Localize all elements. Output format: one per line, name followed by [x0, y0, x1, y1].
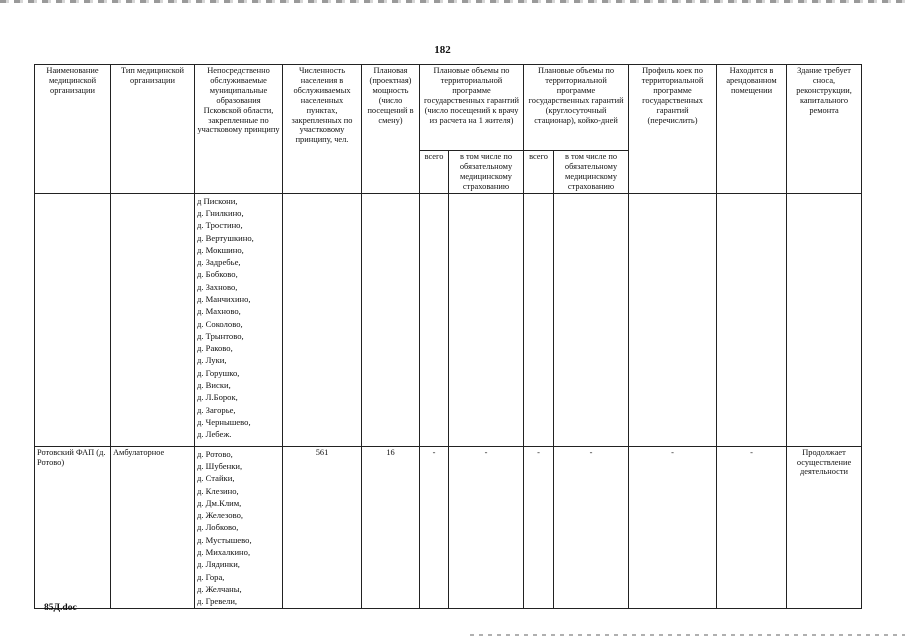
locality-item: д. Загорье, — [197, 404, 236, 415]
locality-item: д. Тростино, — [197, 220, 243, 231]
footer-filename: 85Д.doc — [44, 603, 77, 613]
cell-beds-profile: - — [629, 446, 717, 609]
locality-item: д. Виски, — [197, 380, 231, 391]
col-header-inpatient-volumes: Плановые объемы по территориальной программе государственных гарантий (круглосуточный стационар), койко-дней — [524, 65, 629, 151]
cell-inpatient-oms: - — [554, 446, 629, 609]
cell-outpatient-oms — [449, 193, 524, 446]
locality-item: д. Вертушкино, — [197, 232, 254, 243]
locality-item: д. Дм.Клим, — [197, 497, 242, 508]
cell-building-status: Продолжает осуществление деятельности — [787, 446, 862, 609]
header-row — [35, 65, 862, 151]
cell-org-name — [35, 193, 111, 446]
subheader-inpatient-total: всего — [524, 151, 554, 194]
locality-item: д. Задребье, — [197, 257, 241, 268]
col-header-outpatient-volumes: Плановые объемы по территориальной программе государственных гарантий (число посещений к врачу из расчета на 1 жителя) — [420, 65, 524, 151]
cell-capacity: 16 — [362, 446, 420, 609]
locality-item: д. Лобково, — [197, 522, 239, 533]
col-header-capacity: Плановая (проектная) мощность (число посещений в смену) — [362, 65, 420, 194]
cell-localities — [195, 193, 283, 446]
locality-item: д. Луки, — [197, 355, 227, 366]
col-header-beds-profile: Профиль коек по территориальной программе государственных гарантий (перечислить) — [629, 65, 717, 194]
col-header-population: Численность населения в обслуживаемых населенных пунктах, закрепленных по участковому принципу, чел. — [283, 65, 362, 194]
cell-localities — [195, 446, 283, 609]
locality-item: д. Мокшино, — [197, 244, 244, 255]
scan-bottom-edge — [470, 634, 905, 636]
facilities-table — [34, 64, 862, 609]
page-number: 182 — [434, 44, 451, 56]
locality-item: д. Стайки, — [197, 473, 235, 484]
locality-item: д. Горушко, — [197, 367, 240, 378]
cell-beds-profile — [629, 193, 717, 446]
col-header-building-status: Здание требует сноса, реконструкции, капитального ремонта — [787, 65, 862, 194]
cell-rented: - — [717, 446, 787, 609]
locality-item: д. Манчихино, — [197, 294, 251, 304]
locality-item: д. Шубенки, — [197, 460, 243, 471]
cell-capacity — [362, 193, 420, 446]
table-row — [35, 446, 862, 609]
col-header-org-type: Тип медицинской организации — [111, 65, 195, 194]
cell-org-type — [111, 193, 195, 446]
locality-item: д Пискони, — [197, 195, 238, 206]
cell-population: 561 — [283, 446, 362, 609]
cell-rented — [717, 193, 787, 446]
locality-item: д. Гнилкино, — [197, 207, 244, 218]
locality-item: д. Захново, — [197, 281, 238, 292]
col-header-served-localities: Непосредственно обслуживаемые муниципальные образования Псковской области, закрепленные по участковому принципу — [195, 65, 283, 194]
cell-building-status — [787, 193, 862, 446]
col-header-rented: Находится в арендованном помещении — [717, 65, 787, 194]
locality-item: д. Раково, — [197, 343, 233, 354]
scan-top-edge — [0, 0, 905, 3]
cell-population — [283, 193, 362, 446]
locality-item: д. Л.Борок, — [197, 392, 238, 403]
locality-item: д. Лядинки, — [197, 559, 240, 570]
cell-outpatient-total — [420, 193, 449, 446]
subheader-outpatient-oms: в том числе по обязательному медицинскому страхованию — [449, 151, 524, 194]
locality-item: д. Лебеж. — [197, 429, 232, 440]
locality-item: д. Клезино, — [197, 485, 239, 496]
table-row — [35, 193, 862, 446]
locality-item: д. Чернышево, — [197, 416, 251, 427]
cell-inpatient-total — [524, 193, 554, 446]
cell-org-type: Амбулаторное — [111, 446, 195, 609]
cell-org-name: Ротовский ФАП (д. Ротово) — [35, 446, 111, 609]
locality-item: д. Гора, — [197, 571, 225, 582]
col-header-org-name: Наименование медицинской организации — [35, 65, 111, 194]
locality-item: д. Соколово, — [197, 318, 243, 329]
cell-inpatient-oms — [554, 193, 629, 446]
locality-item: д. Махново, — [197, 306, 241, 317]
locality-item: д. Гревели, — [197, 596, 238, 607]
cell-inpatient-total: - — [524, 446, 554, 609]
subheader-outpatient-total: всего — [420, 151, 449, 194]
subheader-inpatient-oms: в том числе по обязательному медицинскому страхованию — [554, 151, 629, 194]
locality-item: д. Мустышево, — [197, 534, 252, 545]
locality-item: д. Михалкино, — [197, 547, 251, 557]
locality-item: д. Желчаны, — [197, 583, 242, 594]
locality-item: д. Железово, — [197, 510, 244, 521]
locality-item: д. Ротово, — [197, 448, 233, 459]
cell-outpatient-total: - — [420, 446, 449, 609]
locality-item: д. Бобково, — [197, 269, 238, 280]
locality-item: д. Трынтово, — [197, 330, 244, 341]
cell-outpatient-oms: - — [449, 446, 524, 609]
